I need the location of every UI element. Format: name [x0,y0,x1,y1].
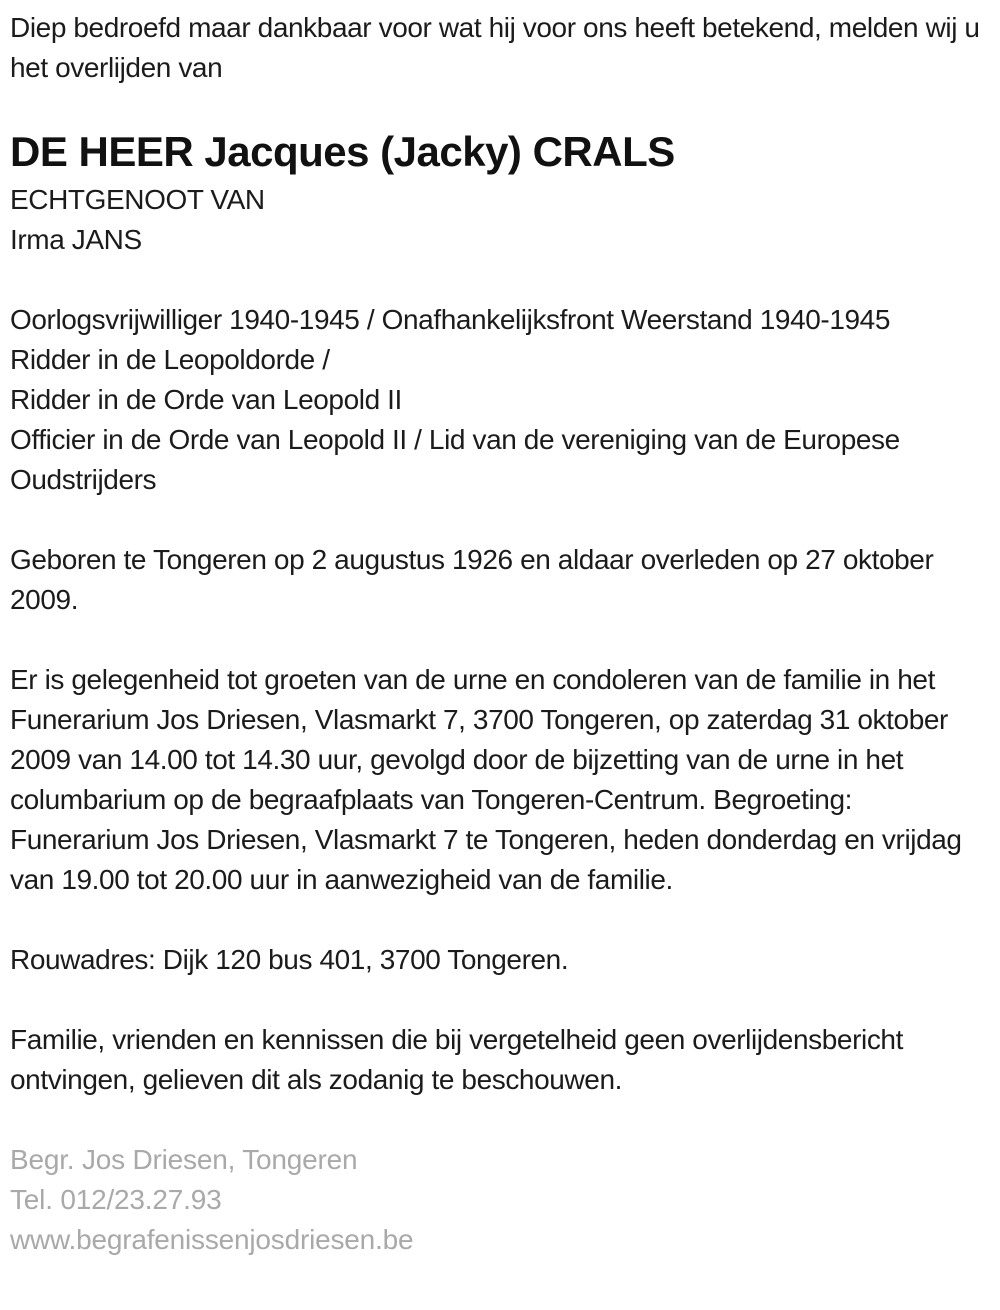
deceased-name-heading: DE HEER Jacques (Jacky) CRALS [10,128,675,175]
life-dates-text: Geboren te Tongeren op 2 augustus 1926 en aldaar overleden op 27 oktober 2009. [10,544,934,615]
footer-website: www.begrafenissenjosdriesen.be [10,1224,414,1255]
intro-text: Diep bedroefd maar dankbaar voor wat hij voor ons heeft betekend, melden wij u het overlijden van [10,12,980,83]
spouse-name: Irma JANS [10,224,142,255]
footer-undertaker: Begr. Jos Driesen, Tongeren [10,1144,358,1175]
honors-line-3: Ridder in de Orde van Leopold II [10,384,402,415]
honors-line-1: Oorlogsvrijwilliger 1940-1945 / Onafhankelijksfront Weerstand 1940-1945 [10,304,891,335]
relation-block [10,180,990,260]
funeral-home-footer [10,1140,990,1260]
footer-phone: Tel. 012/23.27.93 [10,1184,222,1215]
honors-block [10,300,990,500]
honors-line-2: Ridder in de Leopoldorde / [10,344,330,375]
disclaimer-text: Familie, vrienden en kennissen die bij vergetelheid geen overlijdensbericht ontvingen, gelieven dit als zodanig te beschouwen. [10,1024,903,1095]
relation-label: ECHTGENOOT VAN [10,184,265,215]
ceremony-details-text: Er is gelegenheid tot groeten van de urne en condoleren van de familie in het Funerarium Jos Driesen, Vlasmarkt 7, 3700 Tongeren, op zaterdag 31 oktober 2009 van 14.00 tot 14.30 uur, gevolgd door de bijzetting van de urne in het columbarium op de begraafplaats van Tongeren-Centrum. Begroeting: Funerarium Jos Driesen, Vlasmarkt 7 te Tongeren, heden donderdag en vrijdag van 19.00 tot 20.00 uur in aanwezigheid van de familie. [10,664,962,895]
honors-line-4: Officier in de Orde van Leopold II / Lid van de vereniging van de Europese Oudstrijders [10,424,900,495]
mourning-address-text: Rouwadres: Dijk 120 bus 401, 3700 Tongeren. [10,944,569,975]
